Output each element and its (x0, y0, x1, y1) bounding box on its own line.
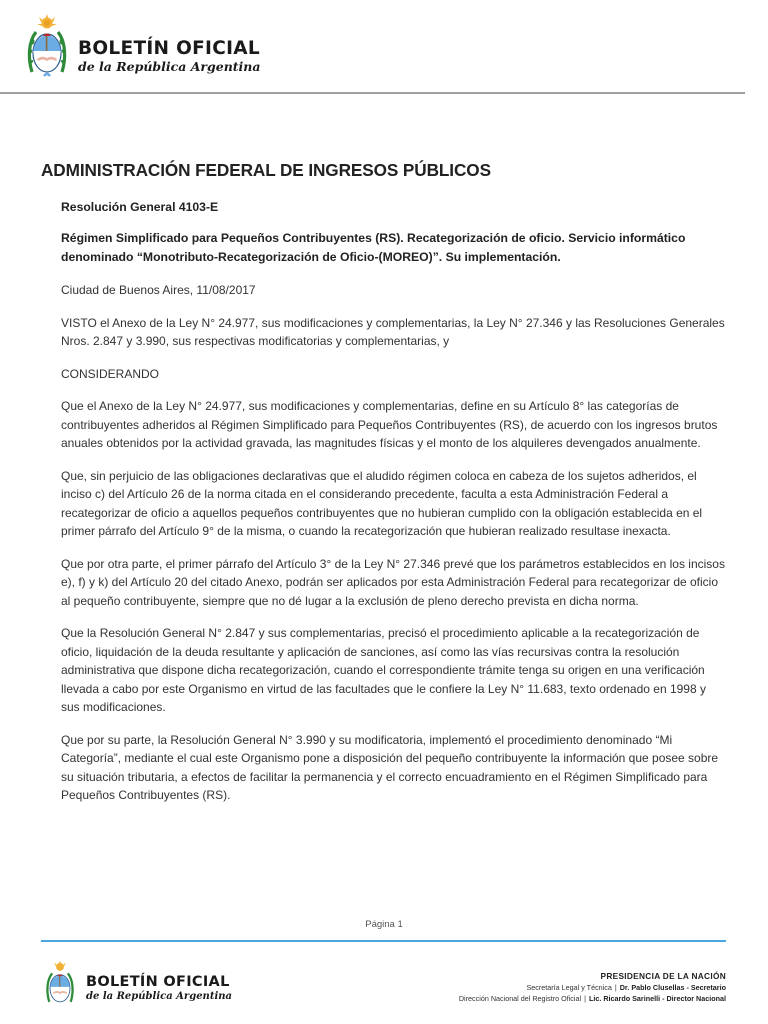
paragraph-considerando: CONSIDERANDO (61, 366, 160, 381)
paragraph-visto: VISTO el Anexo de la Ley N° 24.977, sus modificaciones y complementarias, la Ley N° 27.346 y las Resoluciones Generales Nros. 2.847 y 3.990, sus respectivas modificatorias y complementarias, y (61, 315, 725, 348)
footer-brand-subtitle: de la República Argentina (86, 991, 232, 1002)
brand-subtitle: de la República Argentina (78, 59, 261, 74)
footer-line-1 (459, 982, 726, 993)
footer-line-2 (459, 993, 726, 1004)
page-footer (0, 950, 768, 1024)
resolution-number: Resolución General 4103-E (61, 200, 219, 214)
footer-person-2: Lic. Ricardo Sarinelli - Director Nacional (588, 994, 726, 1003)
brand-title: BOLETÍN OFICIAL (78, 38, 260, 59)
page-number: Página 1 (365, 919, 403, 930)
document-body (41, 160, 726, 819)
argentina-coat-of-arms-icon (45, 958, 75, 1010)
footer-separator: | (584, 994, 586, 1003)
page-header (0, 0, 768, 96)
footer-separator: | (614, 983, 617, 992)
presidencia-label: PRESIDENCIA DE LA NACIÓN (600, 971, 726, 981)
footer-office-2: Dirección Nacional del Registro Oficial (458, 994, 582, 1003)
paragraph: Que por otra parte, el primer párrafo del Artículo 3° de la Ley N° 27.346 prevé que los parámetros establecidos en los incisos e), f) y k) del Artículo 20 del citado Anexo, podrán ser aplicados por esta Administración Federal para recategorizar de oficio al pequeño contribuyente, siempre que no dé lugar a la exclusión de pleno derecho prevista en dicha norma. (61, 556, 725, 608)
paragraph-date: Ciudad de Buenos Aires, 11/08/2017 (61, 283, 256, 297)
paragraph: Que la Resolución General N° 2.847 y sus complementarias, precisó el procedimiento aplicable a la recategorización de oficio, liquidación de la deuda resultante y aplicación de sanciones, así como las vías recursivas contra la resolución administrativa que dispone dicha recategorización, cuando el correspondiente trámite tenga su origen en una verificación llevada a cabo por este Organismo en virtud de las facultades que le confiere la Ley N° 11.683, texto ordenado en 1998 y sus modificaciones. (61, 626, 706, 714)
footer-credits (459, 970, 726, 1004)
resolution-summary: Régimen Simplificado para Pequeños Contribuyentes (RS). Recategorización de oficio. Servicio informático denominado “Monotributo-Recategorización de Oficio-(MOREO)”. Su implementación. (61, 231, 686, 264)
paragraph: Que por su parte, la Resolución General N° 3.990 y su modificatoria, implementó el procedimiento denominado “Mi Categoría”, mediante el cual este Organismo pone a disposición del pequeño contribuyente la información que posee sobre su situación tributaria, a efectos de facilitar la permanencia y el correcto encuadramiento en el Régimen Simplificado para Pequeños Contribuyentes (RS). (61, 732, 719, 802)
organization-title: ADMINISTRACIÓN FEDERAL DE INGRESOS PÚBLICOS (41, 160, 491, 180)
footer-divider (41, 940, 726, 942)
footer-person-1: Dr. Pablo Clusellas - Secretario (619, 983, 726, 992)
argentina-coat-of-arms-icon (26, 14, 68, 80)
paragraph: Que el Anexo de la Ley N° 24.977, sus modificaciones y complementarias, define en su Artículo 8° las categorías de contribuyentes adheridos al Régimen Simplificado para Pequeños Contribuyentes (RS), de acuerdo con los ingresos brutos anuales obtenidos por la actividad gravada, las magnitudes físicas y el monto de los alquileres devengados anualmente. (61, 399, 718, 450)
paragraph: Que, sin perjuicio de las obligaciones declarativas que el aludido régimen coloca en cabeza de los sujetos adheridos, el inciso c) del Artículo 26 de la norma citada en el considerando precedente, faculta a esta Administración Federal a recategorizar de oficio a aquellos pequeños contribuyentes que no hubieran cumplido con la obligación establecida en el primer párrafo del Artículo 9° de la misma, o cuando la recategorización que hubieran realizado resultase inexacta. (61, 468, 703, 538)
header-divider (0, 92, 745, 94)
footer-office-1: Secretaría Legal y Técnica (526, 983, 612, 992)
footer-brand-title: BOLETÍN OFICIAL (86, 974, 230, 990)
